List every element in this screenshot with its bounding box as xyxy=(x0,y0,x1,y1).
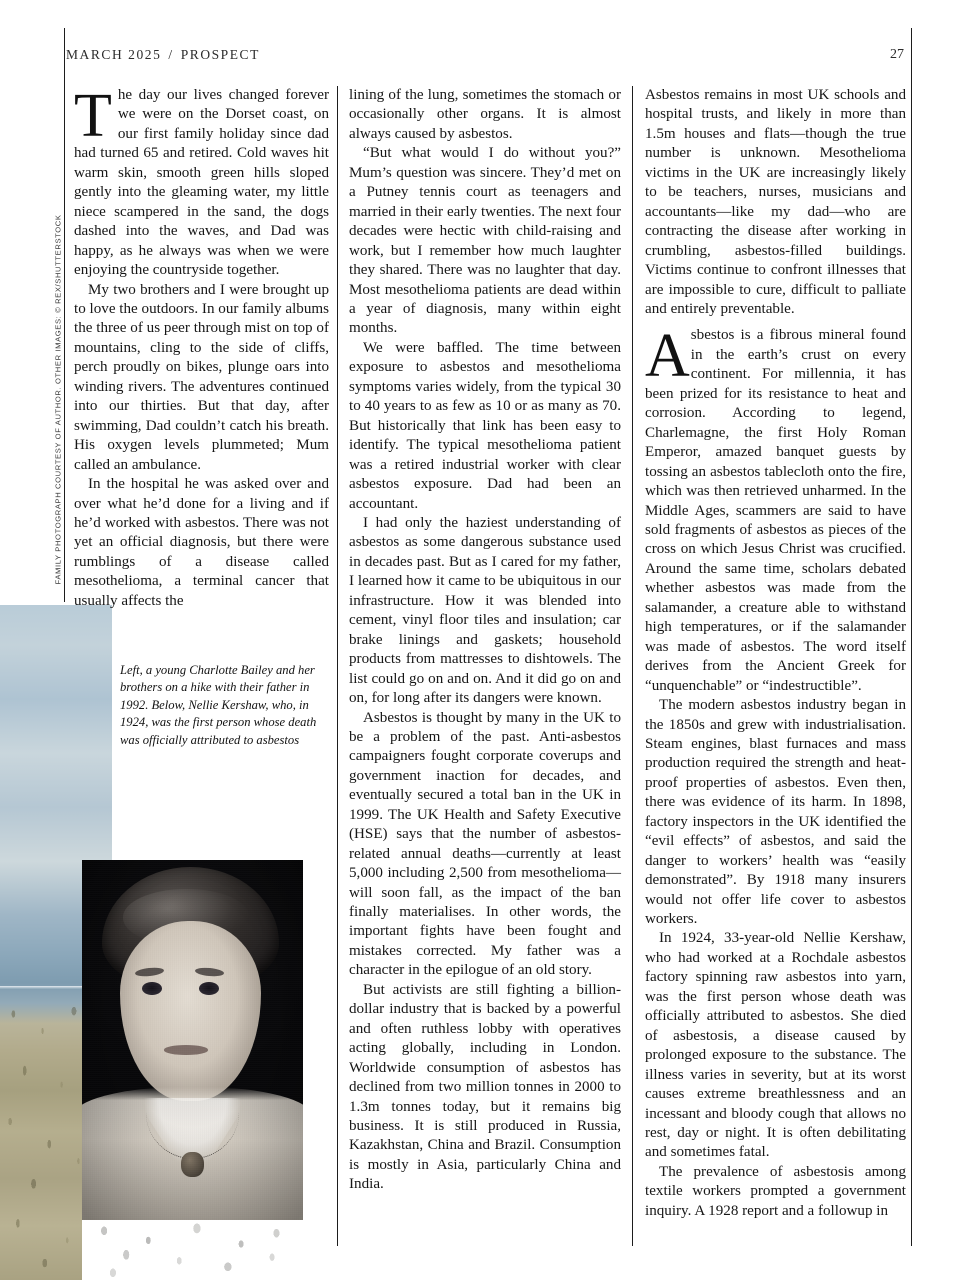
paragraph: The prevalence of asbestosis among textile workers prompted a government inquiry. A 1928 report and a followup in xyxy=(645,1163,906,1219)
running-head-date: MARCH 2025 xyxy=(66,47,162,62)
paragraph: lining of the lung, sometimes the stomach or occasionally other organs. It is almost always caused by asbestos. xyxy=(349,87,621,142)
portrait-film-grain xyxy=(82,860,303,1220)
nellie-kershaw-portrait-photo xyxy=(82,860,303,1220)
photo-credit: FAMILY PHOTOGRAPH COURTESY OF AUTHOR. OTHER IMAGES: © REX/SHUTTERSTOCK xyxy=(53,214,63,585)
paragraph: Asbestos is thought by many in the UK to be a problem of the past. Anti-asbestos campaigners fought corporate coverups and government inaction for decades, and eventually secured a total ban in the UK in 1999. The UK Health and Safety Executive (HSE) says that the number of asbestos-related annual deaths—currently at least 5,000 including 2,500 from mesothelioma—will soon fall, as the impact of the ban finally materialises. In other words, the important fights have been fought and mistakes corrected. My father was a character in the epilogue of an old story. xyxy=(349,709,621,979)
column-rule-3 xyxy=(632,86,633,1246)
paragraph: The modern asbestos industry began in the 1850s and grew with industrialisation. Steam engines, blast furnaces and mass production required the strength and heat-proof properties of asbestos. Even then, there was evidence of its harm. In 1898, factory inspectors in the UK identified the “evil effects” of asbestos, and said the danger to workers’ health was “easily demonstrated”. By 1918 many insurers would not offer life cover to asbestos workers. xyxy=(645,697,906,928)
paragraph: Asbestos remains in most UK schools and hospital trusts, and likely in more than 1.5m houses and flats—though the true number is unknown. Mesothelioma victims in the UK are increasingly likely to be teachers, nurses, musicians and accountants—like my dad—who are contracting the disease after working in crumbling, asbestos-filled buildings. Victims continue to confront illnesses that are impossible to cure, difficult to palliate and entirely preventable. xyxy=(645,87,906,317)
paragraph: “But what would I do without you?” Mum’s question was sincere. They’d met on a Putney tennis court as teenagers and married in their early twenties. The next four decades were hectic with child-raising and work, but I remember how much laughter they shared. There was no laughter that day. Most mesothelioma patients are dead within a year of diagnosis, many within eight months. xyxy=(349,145,621,337)
drop-cap-t: T xyxy=(74,82,112,150)
paragraph-text: sbestos is a fibrous mineral found in the earth’s crust on every continent. For millennia, it has been prized for its resistance to heat and corrosion. According to legend, Charlemagne, the first Holy Roman Emperor, amazed banquet guests by tossing an asbestos tablecloth onto the fire, which was then retrieved unharmed. In the Middle Ages, scammers are said to have sold fragments of asbestos as pieces of the cross on which Jesus Christ was crucified. Around the same time, scholars debated whether asbestos was made from the salamander, a creature able to withstand high temperatures, or if the salamander was made of asbestos. The word itself derives from the Ancient Greek for “unquenchable” or “indestructible”. xyxy=(645,327,906,694)
article-column-3 xyxy=(645,86,906,1221)
paragraph: I had only the haziest understanding of asbestos as some dangerous substance used in decades past. But as I cared for my father, I learned how it came to be ubiquitous in our infrastructure. How it was blended into cement, vinyl floor tiles and insulation; car brake linings and gaskets; household products from mattresses to dishtowels. The list could go on and on. And it did go on and on, for long after its dangers were known. xyxy=(349,514,621,707)
paragraph xyxy=(74,82,329,281)
drop-cap-a: A xyxy=(645,322,690,391)
article-column-1 xyxy=(74,82,329,611)
running-head-separator: / xyxy=(168,47,174,62)
paragraph: My two brothers and I were brought up to love the outdoors. In our family albums the three of us peer through mist on top of mountains, cling to the side of cliffs, perch proudly on bikes, plunge oars into winding rivers. The adventures continued into our thirties. But that day, after swimming, Dad couldn’t catch his breath. His oxygen levels plummeted; Mum called an ambulance. xyxy=(74,281,329,473)
page-rule-left-top xyxy=(64,28,65,86)
paragraph-text: he day our lives changed forever we were on the Dorset coast, on our first family holiday since dad had turned 65 and retired. Cold waves hit warm skin, smooth green hills sloped gently into the gleaming water, my little niece scampered in the sand, the dogs dashed into the waves, and Dad was happy, as he always was when we were enjoying the countryside together. xyxy=(74,87,329,279)
paragraph: In 1924, 33-year-old Nellie Kershaw, who had worked at a Rochdale asbestos factory spinning raw asbestos into yarn, was the first person whose death was officially attributed to asbestos. She died of asbestosis, a disease caused by prolonged exposure to the substance. The illness varies in severity, but at its worst causes extreme breathlessness and an incessant and bloody cough that allows no rest, day or night. It is often debilitating and sometimes fatal. xyxy=(645,930,906,1161)
column-rule-4 xyxy=(911,86,912,1246)
page-rule-right-top xyxy=(911,28,912,86)
photo-caption: Left, a young Charlotte Bailey and her brothers on a hike with their father in 1992. Below, Nellie Kershaw, who, in 1924, was the first person whose death was officially attributed to asbestos xyxy=(120,663,317,747)
paragraph xyxy=(645,322,906,696)
paragraph: But activists are still fighting a billion-dollar industry that is backed by a powerful and often ruthless lobby with operatives acting globally, including in London. Worldwide consumption of asbestos has declined from two million tonnes in 2000 to 1.3m tonnes today, but it remains big business. It is still produced in Russia, Kazakhstan, China and Brazil. Consumption is mostly in Asia, particularly China and India. xyxy=(349,981,621,1193)
running-head xyxy=(66,47,260,63)
page-number: 27 xyxy=(890,47,904,62)
article-column-2 xyxy=(349,86,621,1195)
lichen-texture-strip xyxy=(82,1220,303,1280)
paragraph: In the hospital he was asked over and over what he’d done for a living and if he’d worked with asbestos. There was not yet an official diagnosis, but there were rumblings of a disease called mesothelioma, a terminal cancer that usually affects the xyxy=(74,476,329,609)
running-head-publication: PROSPECT xyxy=(180,47,260,62)
paragraph: We were baffled. The time between exposure to asbestos and mesothelioma symptoms varies widely, from the typical 30 to 40 years to as few as 10 or as many as 70. But historically that link has been easy to identify. The typical mesothelioma patient was a retired industrial worker with clear asbestos exposure. Dad had been an accountant. xyxy=(349,339,621,512)
column-rule-2 xyxy=(337,86,338,1246)
column-rule-1 xyxy=(64,86,65,602)
